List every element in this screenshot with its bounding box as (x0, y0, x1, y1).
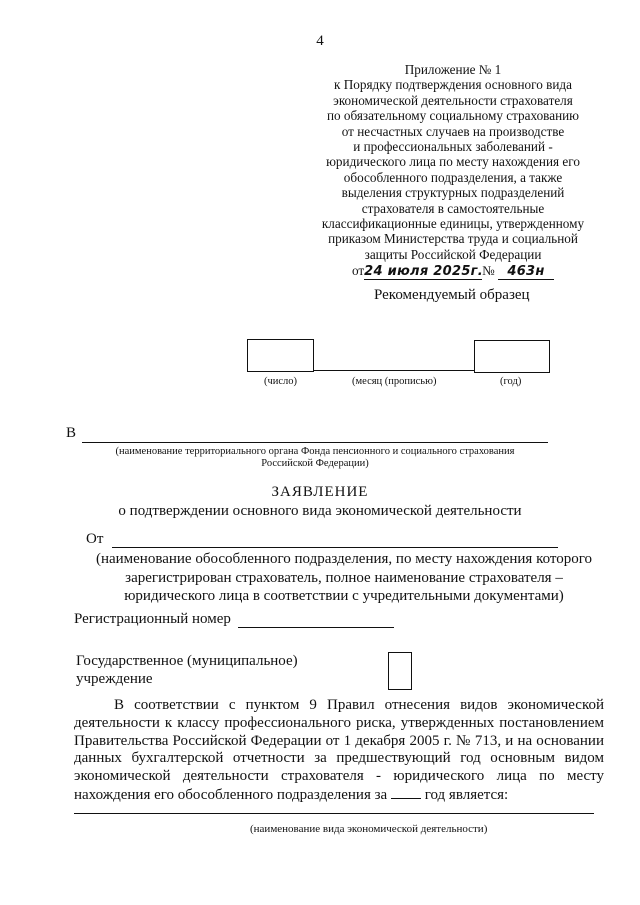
recipient-label: В (66, 425, 77, 441)
paragraph-text-end: год является: (424, 786, 509, 803)
appendix-line: приказом Министерства труда и социальной (328, 231, 578, 247)
year-box[interactable] (474, 340, 550, 373)
gov-institution-line: Государственное (муниципальное) (76, 653, 298, 669)
order-from-label: от (351, 263, 365, 279)
from-label: От (86, 531, 104, 547)
month-line[interactable] (313, 370, 474, 371)
order-date-handwritten: 24 июля 2025г. (364, 264, 484, 280)
appendix-line: выделения структурных подразделений (341, 185, 565, 201)
document-subtitle: о подтверждении основного вида экономической деятельности (118, 503, 522, 519)
year-caption: (год) (500, 376, 522, 387)
appendix-line: по обязательному социальному страхованию (326, 108, 580, 124)
from-caption-line: зарегистрирован страхователь, полное наименование страхователя – (125, 569, 563, 586)
activity-line[interactable] (74, 813, 594, 814)
from-caption (84, 550, 604, 606)
registration-number-label: Регистрационный номер (74, 611, 231, 627)
month-caption: (месяц (прописью) (352, 376, 437, 387)
appendix-line: Приложение № 1 (404, 62, 502, 77)
recipient-caption-line: Российской Федерации) (261, 458, 369, 469)
appendix-line: экономической деятельности страхователя (333, 92, 573, 108)
from-line[interactable] (112, 547, 558, 548)
paragraph-text: В соответствии с пунктом 9 Правил отнесения видов экономической деятельности к классу профессионального риска, утвержденных постановлением Правительства Российской Федерации от 1 декабря 2005 г. № 713, и на основании данных бухгалтерской отчетности за предшествующий год основным видом экономической деятельности страхователя - юридического лица по месту нахождения его обособленного подразделения за (74, 697, 604, 803)
activity-caption: (наименование вида экономической деятельности) (250, 823, 488, 835)
from-caption-line: (наименование обособленного подразделения, по месту нахождения которого (95, 551, 593, 567)
day-box[interactable] (247, 339, 314, 372)
recipient-line[interactable] (82, 442, 548, 443)
order-number-handwritten: 463н (498, 265, 554, 280)
recipient-caption (82, 446, 548, 470)
day-caption: (число) (264, 376, 298, 387)
year-blank[interactable] (391, 786, 421, 799)
gov-institution-label (76, 652, 298, 688)
order-date-line (318, 263, 588, 280)
appendix-line: и профессиональных заболеваний - (353, 139, 553, 155)
document-title: ЗАЯВЛЕНИЕ (271, 484, 369, 500)
appendix-line: защиты Российской Федерации (364, 246, 542, 262)
appendix-line: юридического лица по месту нахождения его (326, 154, 580, 170)
registration-number-line[interactable] (238, 627, 394, 628)
page-number: 4 (316, 33, 324, 49)
order-number-label: № (482, 263, 495, 279)
gov-institution-line: учреждение (76, 671, 153, 687)
gov-institution-checkbox[interactable] (388, 652, 412, 690)
appendix-line: обособленного подразделения, а также (343, 169, 563, 185)
appendix-line: классификационные единицы, утвержденному (321, 216, 585, 232)
statement-paragraph (74, 697, 604, 805)
appendix-line: от несчастных случаев на производстве (341, 123, 565, 139)
appendix-line: к Порядку подтверждения основного вида (334, 77, 572, 93)
recommended-sample-label: Рекомендуемый образец (374, 287, 530, 303)
from-caption-line: юридического лица в соответствии с учредительными документами) (124, 588, 564, 604)
appendix-line: страхователя в самостоятельные (361, 200, 545, 216)
appendix-header (318, 62, 588, 280)
recipient-caption-line: (наименование территориального органа Фонда пенсионного и социального страхования (115, 446, 515, 457)
